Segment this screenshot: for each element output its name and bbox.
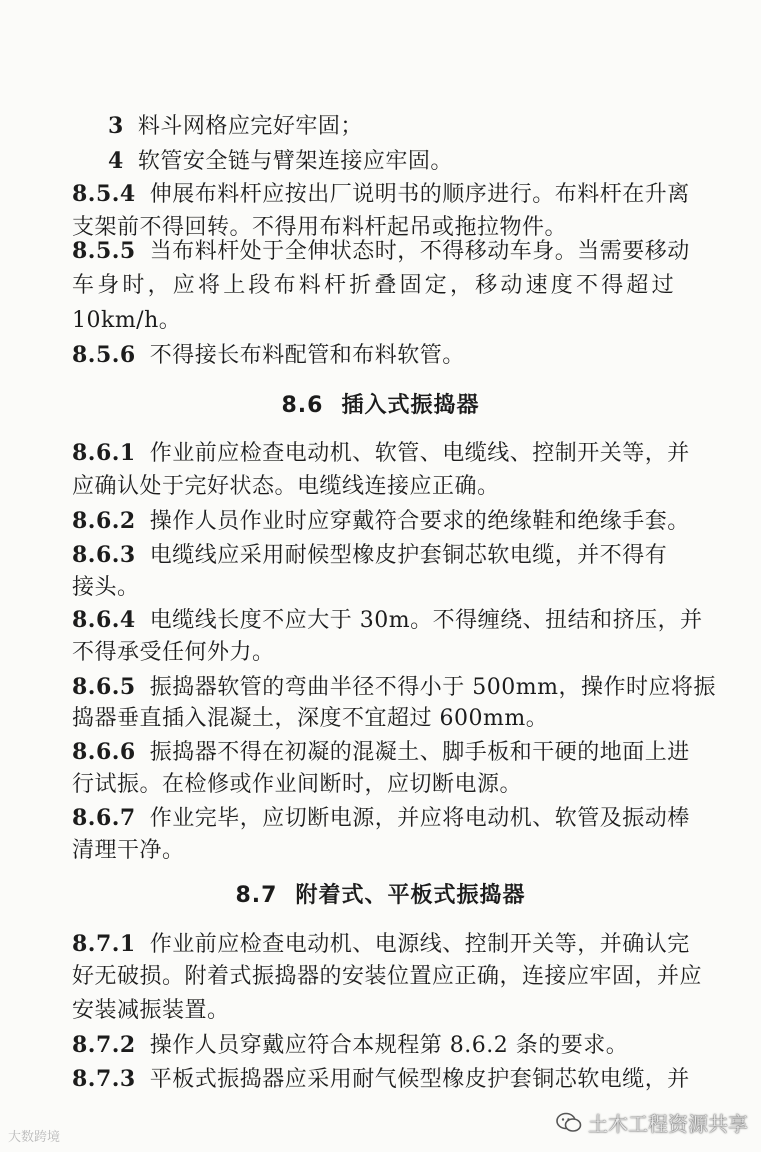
clause-8-7-2 [72,1030,628,1061]
clause-text: 不得接长布料配管和布料软管。 [149,343,465,368]
clause-8-6-3 [72,540,667,571]
clause-8-5-6 [72,340,465,371]
watermark-right-text: 土木工程资源共享 [588,1112,748,1136]
clause-8-7-1 [72,929,690,960]
clause-text: 操作人员作业时应穿戴符合要求的绝缘鞋和绝缘手套。 [149,509,690,534]
clause-number: 8.5.6 [72,342,136,368]
clause-continuation: 捣器垂直插入混凝土，深度不宜超过 600mm。 [72,706,549,731]
clause-text: 电缆线应采用耐候型橡皮护套铜芯软电缆，并不得有 [149,543,668,568]
clause-text: 伸展布料杆应按出厂说明书的顺序进行。布料杆在升离 [149,182,690,207]
item-text: 料斗网格应完好牢固； [137,114,363,139]
clause-text: 振捣器不得在初凝的混凝土、脚手板和干硬的地面上进 [149,740,690,765]
clause-continuation: 支架前不得回转。不得用布料杆起吊或拖拉物件。 [72,215,568,240]
clause-continuation: 10km/h。 [72,308,182,333]
clause-text: 作业前应检查电动机、软管、电缆线、控制开关等，并 [149,441,690,466]
clause-number: 8.5.4 [72,181,136,207]
clause-text: 电缆线长度不应大于 30m。不得缠绕、扭结和挤压，并 [149,608,703,633]
clause-text: 当布料杆处于全伸状态时，不得移动车身。当需要移动 [149,239,690,264]
clause-text: 作业完毕，应切断电源，并应将电动机、软管及振动棒 [149,806,690,831]
clause-8-6-2 [72,506,690,537]
clause-number: 8.6.3 [72,542,136,568]
clause-number: 8.6.4 [72,607,136,633]
section-heading-8-6: 8.6 插入式振捣器 [281,393,480,418]
clause-8-5-5 [72,236,690,267]
clause-continuation: 清理干净。 [72,838,185,863]
clause-text: 平板式振捣器应采用耐气候型橡皮护套铜芯软电缆，并 [149,1067,690,1092]
clause-number: 8.6.1 [72,440,136,466]
clause-continuation: 好无破损。附着式振捣器的安装位置应正确，连接应牢固，并应 [72,964,703,989]
clause-number: 8.6.2 [72,508,136,534]
list-item [108,146,453,177]
clause-text: 操作人员穿戴应符合本规程第 8.6.2 条的要求。 [149,1033,629,1058]
clause-number: 8.6.6 [72,739,136,765]
clause-number: 8.6.5 [72,674,136,700]
clause-continuation: 不得承受任何外力。 [72,640,275,665]
section-heading-8-7: 8.7 附着式、平板式振捣器 [235,883,526,908]
item-number: 4 [108,148,124,174]
clause-8-6-4 [72,605,703,636]
clause-8-7-3 [72,1064,690,1095]
item-text: 软管安全链与臂架连接应牢固。 [137,149,453,174]
clause-8-6-6 [72,737,690,768]
clause-8-6-7 [72,803,690,834]
clause-8-6-5 [72,672,716,703]
clause-8-6-1 [72,438,690,469]
clause-continuation: 应确认处于完好状态。电缆线连接应正确。 [72,474,500,499]
clause-continuation: 车身时，应将上段布料杆折叠固定，移动速度不得超过 [72,273,677,298]
watermark-left-text: 大数跨境 [8,1130,61,1145]
clause-text: 振捣器软管的弯曲半径不得小于 500mm，操作时应将振 [149,675,716,700]
clause-continuation: 安装减振装置。 [72,998,230,1023]
clause-number: 8.6.7 [72,805,136,831]
clause-continuation: 接头。 [72,575,140,600]
clause-number: 8.7.1 [72,931,136,957]
clause-8-5-4 [72,179,690,210]
item-number: 3 [108,113,124,139]
clause-number: 8.7.3 [72,1066,136,1092]
clause-continuation: 行试振。在检修或作业间断时，应切断电源。 [72,772,523,797]
watermark-left [8,1126,60,1145]
list-item [108,111,363,142]
clause-number: 8.7.2 [72,1032,136,1058]
wechat-icon [556,1112,582,1134]
clause-text: 作业前应检查电动机、电源线、控制开关等，并确认完 [149,932,690,957]
clause-number: 8.5.5 [72,238,136,264]
watermark-right [556,1108,748,1137]
